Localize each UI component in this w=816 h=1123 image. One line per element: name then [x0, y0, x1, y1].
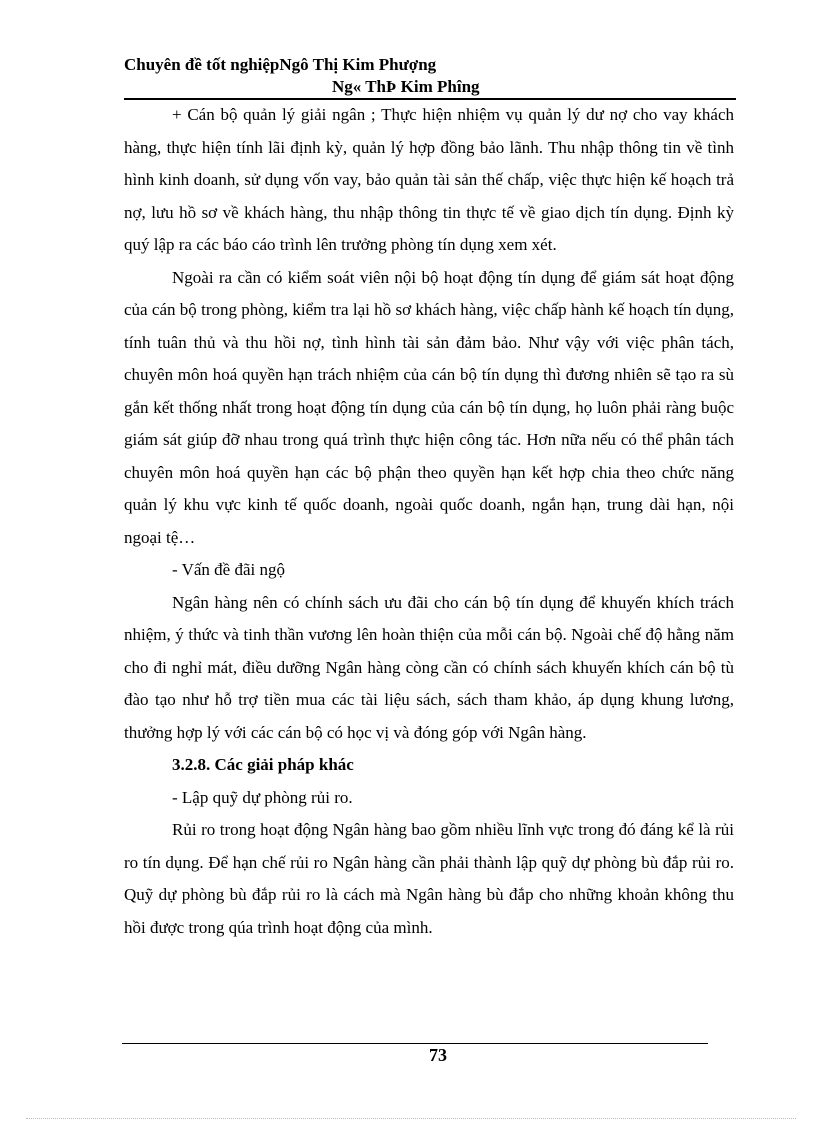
header-title-line1: Chuyên đề tốt nghiệpNgô Thị Kim Phượng	[124, 55, 437, 74]
footer-divider	[122, 1043, 708, 1044]
page-header	[124, 54, 734, 98]
paragraph-risk-fund-item: - Lập quỹ dự phòng rủi ro.	[172, 787, 353, 807]
paragraph-risk-fund: Rủi ro trong hoạt động Ngân hàng bao gồm nhiều lĩnh vực trong đó đáng kể là rủi ro tín dụng. Để hạn chế rủi ro Ngân hàng cần phải thành lập quỹ dự phòng bù đắp rủi ro. Quỹ dự phòng bù đắp rủi ro là cách mà Ngân hàng bù đắp cho những khoản không thu hồi được trong qúa trình hoạt động của mình.	[124, 820, 734, 937]
paragraph-loan-officer: + Cán bộ quản lý giải ngân ; Thực hiện nhiệm vụ quản lý dư nợ cho vay khách hàng, thực hiện tính lãi định kỳ, quản lý hợp đồng bảo lãnh. Thu nhập thông tin về tình hình kinh doanh, sử dụng vốn vay, bảo quản tài sản thế chấp, việc thực hiện kế hoạch trả nợ, lưu hồ sơ về khách hàng, thu nhập thông tin thực tế về giao dịch tín dụng. Định kỳ quý lập ra các báo cáo trình lên trưởng phòng tín dụng xem xét.	[124, 105, 734, 254]
section-heading: 3.2.8. Các giải pháp khác	[172, 755, 354, 774]
page-number: 73	[429, 1045, 447, 1065]
paragraph-compensation-item: - Vấn đề đãi ngộ	[172, 560, 285, 579]
paragraph-compensation-policy: Ngân hàng nên có chính sách ưu đãi cho cán bộ tín dụng để khuyến khích trách nhiệm, ý thức và tinh thần vương lên hoàn thiện của mỗi cán bộ. Ngoài chế độ hằng năm cho đi nghỉ mát, điều dưỡng Ngân hàng còng cần có chính sách khuyến khích cán bộ tù đào tạo như hỗ trợ tiền mua các tài liệu sách, sách tham khảo, áp dụng khung lương, thưởng hợp lý với các cán bộ có học vị và đóng góp với Ngân hàng.	[124, 592, 734, 742]
page-bottom-border	[26, 1118, 796, 1119]
document-body	[124, 99, 734, 944]
paragraph-internal-control: Ngoài ra cần có kiểm soát viên nội bộ hoạt động tín dụng để giám sát hoạt động của cán bộ trong phòng, kiểm tra lại hồ sơ khách hàng, việc chấp hành kế hoạch tín dụng, tính tuân thủ và thu hồi nợ, tình hình tài sản đảm bảo. Như vậy với việc phân tách, chuyên môn hoá quyền hạn trách nhiệm của cán bộ tín dụng thì đương nhiên sẽ tạo ra sù gắn kết thống nhất trong hoạt động tín dụng của cán bộ tín dụng, họ luôn phải ràng buộc giám sát giúp đỡ nhau trong quá trình thực hiện công tác. Hơn nữa nếu có thể phân tách chuyên môn hoá quyền hạn các bộ phận theo quyền hạn kết hợp chia theo chức năng quản lý khu vực kinh tế quốc doanh, ngoài quốc doanh, ngắn hạn, trung dài hạn, nội ngoại tệ…	[124, 267, 734, 547]
header-title-line2: Ng« ThÞ Kim Phîng	[332, 77, 480, 96]
